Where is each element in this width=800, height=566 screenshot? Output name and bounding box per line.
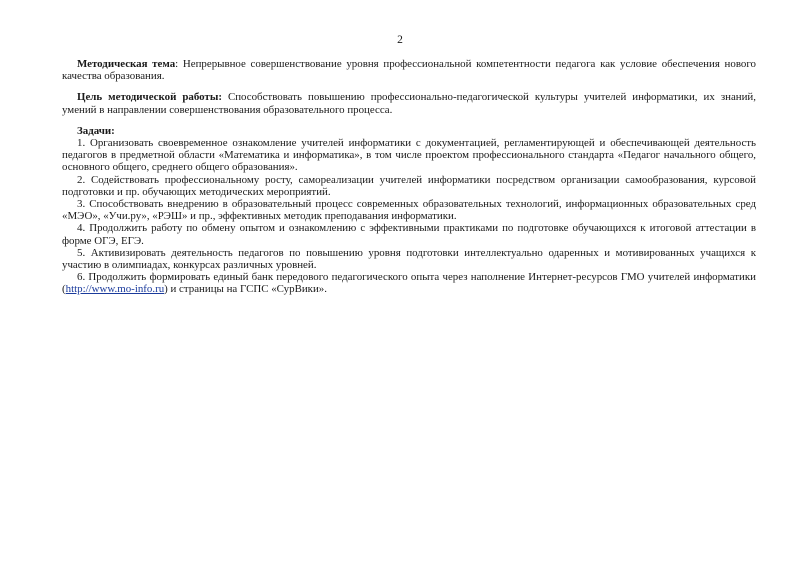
methodical-theme-paragraph bbox=[62, 58, 756, 82]
goal-label: Цель методической работы: bbox=[77, 91, 222, 104]
document-body bbox=[62, 58, 756, 296]
mo-info-link[interactable]: http://www.mo-info.ru bbox=[65, 283, 165, 296]
task-item-3: 3. Способствовать внедрению в образовательный процесс современных образовательных технологий, информационных образовательных сред «МЭО», «Учи.ру», «РЭШ» и пр., эффективных методик преподавания информатики. bbox=[62, 198, 756, 223]
task-item-6-text-before: 6. Продолжить формировать единый банк передового педагогического опыта через наполнение Интернет-ресурсов ГМО учителей информатики ( bbox=[62, 271, 756, 296]
spacer bbox=[62, 82, 756, 91]
spacer bbox=[62, 116, 756, 125]
page-number: 2 bbox=[397, 34, 403, 46]
task-item-5: 5. Активизировать деятельность педагогов по повышению уровня подготовки интеллектуально одаренных и мотивированных учащихся к участию в олимпиадах, конкурсах различных уровней. bbox=[62, 246, 756, 272]
methodical-theme-text: Непрерывное совершенствование уровня профессиональной компетентности педагога как условие обеспечения нового качества образования. bbox=[62, 58, 756, 83]
methodical-theme-colon: : bbox=[175, 58, 179, 70]
task-item-2: 2. Содействовать профессиональному росту, самореализации учителей информатики посредством организации самообразования, курсовой подготовки и пр. обучающих методических мероприятий. bbox=[62, 173, 756, 198]
goal-text: Способствовать повышению профессионально-педагогической культуры учителей информатики, их знаний, умений в направлении совершенствования образовательного процесса. bbox=[62, 91, 756, 116]
task-item-6-text-after: ) и страницы на ГСПС «СурВики». bbox=[164, 283, 327, 296]
tasks-heading: Задачи: bbox=[77, 124, 115, 137]
task-item-1: 1. Организовать своевременное ознакомление учителей информатики с документацией, регламентирующей и обеспечивающей деятельность педагогов в предметной области «Математика и информатика», в том числе проектом профессионального стандарта «Педагог начального общего, основного общего, среднего общего образования». bbox=[62, 137, 756, 174]
methodical-theme-label: Методическая тема bbox=[77, 58, 176, 70]
goal-paragraph bbox=[62, 91, 756, 115]
task-item-6 bbox=[62, 271, 756, 295]
task-item-4: 4. Продолжить работу по обмену опытом и ознакомлению с эффективными практиками по подготовке обучающихся к итоговой аттестации в форме ОГЭ, ЕГЭ. bbox=[62, 222, 756, 247]
